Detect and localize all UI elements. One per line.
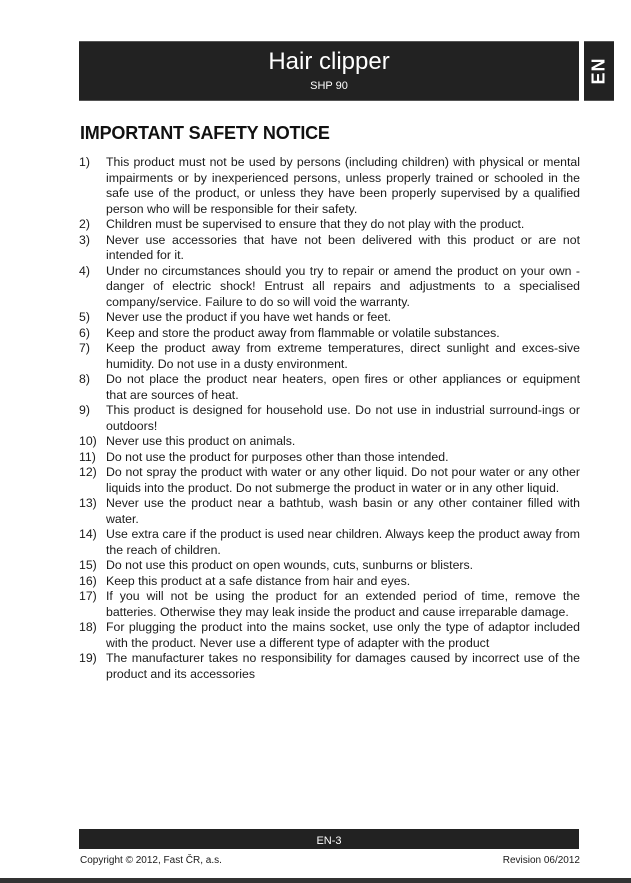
item-text: Never use accessories that have not been delivered with this product or are not intended for it. — [106, 232, 580, 262]
item-number: 3) — [79, 232, 90, 247]
item-number: 18) — [79, 620, 97, 634]
item-text: Do not use this product on open wounds, cuts, sunburns or blisters. — [106, 558, 474, 572]
safety-item — [79, 310, 580, 326]
language-code: EN — [588, 57, 609, 85]
safety-item — [79, 589, 580, 620]
item-number: 6) — [79, 325, 90, 340]
safety-notice-list — [79, 155, 580, 682]
model-number: SHP 90 — [310, 80, 348, 92]
safety-item — [79, 233, 580, 264]
item-text: Children must be supervised to ensure that they do not play with the product. — [106, 217, 525, 231]
item-number: 11) — [79, 449, 96, 464]
item-text: Do not use the product for purposes other than those intended. — [106, 449, 449, 464]
item-text: Use extra care if the product is used near children. Always keep the product away from the reach of children. — [106, 527, 580, 557]
safety-item — [79, 496, 580, 527]
item-number: 15) — [79, 558, 97, 572]
item-text: Under no circumstances should you try to repair or amend the product on your own - danger of electric shock! Entrust all repairs and adjustments to a specialised company/service. Failure to do so will void the warranty. — [106, 263, 580, 309]
item-number: 14) — [79, 527, 97, 541]
safety-item — [79, 341, 580, 372]
safety-item — [79, 372, 580, 403]
safety-item — [79, 527, 580, 558]
safety-item — [79, 651, 580, 682]
document-title: Hair clipper — [268, 48, 390, 75]
footer-bar — [79, 829, 579, 849]
copyright-notice: Copyright © 2012, Fast ČR, a.s. — [80, 855, 222, 866]
item-number: 1) — [79, 155, 90, 169]
item-text: Never use the product if you have wet hands or feet. — [106, 310, 392, 324]
item-number: 19) — [79, 651, 97, 665]
item-number: 7) — [79, 341, 90, 355]
item-text: This product must not be used by persons (including children) with physical or mental impairments or by inexperienced persons, unless properly trained or schooled in the safe use of the product, or unless they have been properly supervised by a qualified person who will be responsible for their safety. — [106, 155, 580, 216]
item-number: 17) — [79, 589, 97, 603]
revision-label: Revision 06/2012 — [502, 855, 580, 866]
item-text: Keep and store the product away from flammable or volatile substances. — [106, 325, 500, 340]
safety-item — [79, 465, 580, 496]
title-banner — [79, 41, 579, 101]
item-text: The manufacturer takes no responsibility for damages caused by incorrect use of the product and its accessories — [106, 651, 580, 681]
item-number: 13) — [79, 496, 97, 510]
safety-item — [79, 155, 580, 217]
item-number: 9) — [79, 403, 90, 417]
item-number: 2) — [79, 217, 90, 231]
item-text: This product is designed for household use. Do not use in industrial surround-ings or outdoors! — [106, 403, 580, 433]
safety-item — [79, 403, 580, 434]
item-number: 16) — [79, 573, 97, 588]
item-number: 8) — [79, 372, 90, 386]
item-text: Keep this product at a safe distance from hair and eyes. — [106, 573, 411, 588]
safety-item — [79, 574, 580, 590]
language-tab — [584, 41, 614, 101]
safety-item — [79, 558, 580, 574]
item-text: Keep the product away from extreme temperatures, direct sunlight and exces-sive humidity. Do not use in a dusty environment. — [106, 341, 580, 371]
item-text: Never use this product on animals. — [106, 434, 296, 448]
item-number: 10) — [79, 434, 97, 448]
item-number: 5) — [79, 310, 90, 324]
item-text: Do not place the product near heaters, open fires or other appliances or equipment that are sources of heat. — [106, 372, 580, 402]
bottom-border — [0, 878, 631, 883]
item-text: For plugging the product into the mains socket, use only the type of adaptor included with the product. Never use a different type of adapter with the product — [106, 620, 580, 650]
item-number: 12) — [79, 465, 97, 479]
safety-item — [79, 450, 580, 466]
safety-item — [79, 217, 580, 233]
page-number: EN-3 — [316, 835, 342, 847]
section-heading: IMPORTANT SAFETY NOTICE — [80, 123, 330, 143]
item-text: Do not spray the product with water or any other liquid. Do not pour water or any other liquids into the product. Do not submerge the product in water or in any other liquid. — [106, 465, 580, 495]
item-text: Never use the product near a bathtub, wash basin or any other container filled with water. — [106, 496, 580, 526]
safety-item — [79, 434, 580, 450]
item-text: If you will not be using the product for an extended period of time, remove the batteries. Otherwise they may leak inside the product and cause irreparable damage. — [106, 589, 580, 619]
item-number: 4) — [79, 263, 90, 278]
safety-item — [79, 264, 580, 311]
safety-item — [79, 326, 580, 342]
safety-item — [79, 620, 580, 651]
